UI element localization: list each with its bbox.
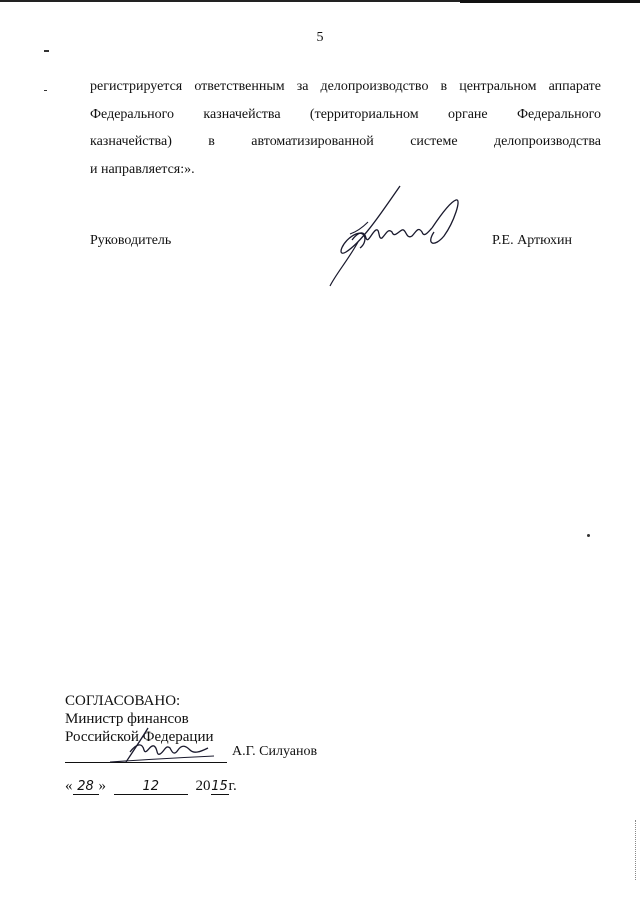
minister-signature-icon xyxy=(90,722,220,772)
date-close-quote: » xyxy=(98,778,106,794)
approval-position-line2: Российской Федерации xyxy=(65,729,214,745)
body-line: Федерального казначейства (территориальном органе Федерального xyxy=(90,106,601,122)
body-line: регистрируется ответственным за делопроизводство в центральном аппарате xyxy=(90,79,601,94)
handwritten-signature-icon xyxy=(322,182,467,292)
date-open-quote: « xyxy=(65,778,73,794)
body-line: и направляется:». xyxy=(90,161,195,177)
date-year-suffix: 15 xyxy=(211,779,228,794)
scan-edge-noise xyxy=(634,820,636,880)
page-number: 5 xyxy=(316,30,324,45)
scan-mark xyxy=(44,50,49,52)
top-border-line-thick xyxy=(460,0,640,3)
date-year-prefix: 20 xyxy=(195,778,211,794)
signatory-name: Р.Е. Артюхин xyxy=(492,233,573,248)
date-day: 28 xyxy=(73,779,99,795)
signatory-title: Руководитель xyxy=(90,233,172,248)
approval-heading: СОГЛАСОВАНО: xyxy=(65,693,181,709)
body-paragraph xyxy=(90,73,601,183)
date-suffix: г. xyxy=(228,778,237,794)
approval-date xyxy=(65,778,237,795)
date-month: 12 xyxy=(114,779,188,795)
approval-position-line1: Министр финансов xyxy=(65,711,189,727)
scan-mark xyxy=(44,90,47,91)
body-line: казначейства) в автоматизированной системе делопроизводства xyxy=(90,134,601,149)
scan-mark xyxy=(587,534,590,537)
minister-name: А.Г. Силуанов xyxy=(232,744,318,759)
